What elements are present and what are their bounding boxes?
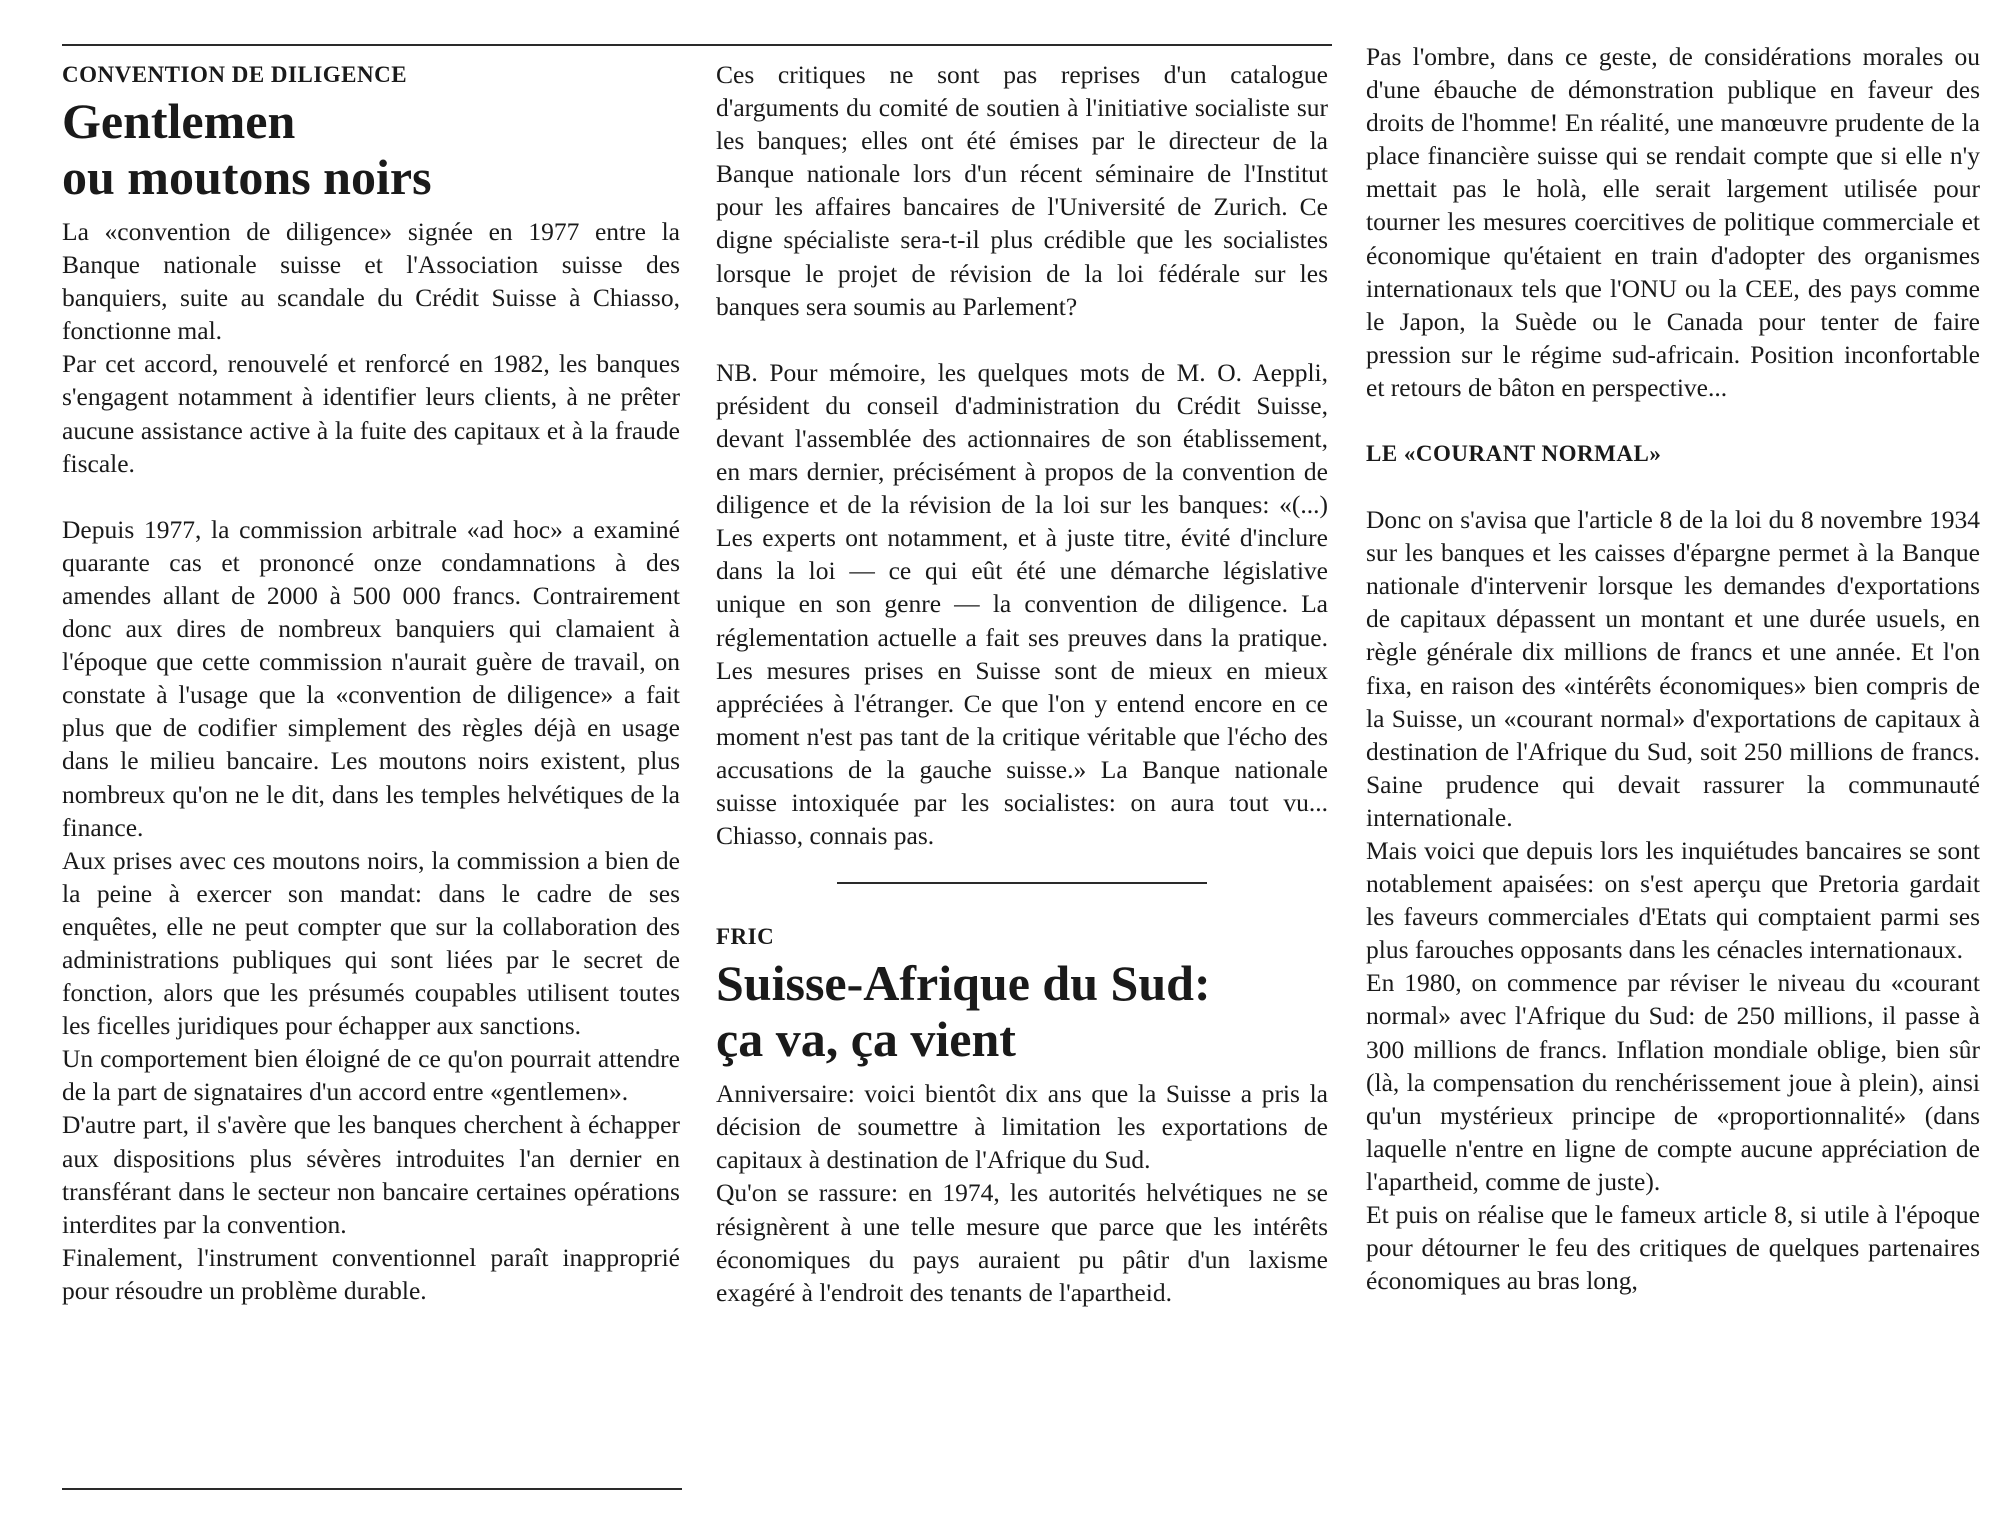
article-column-1 [62,58,680,1307]
headline-line-2: ça va, ça vient [716,1011,1016,1068]
bottom-rule-col1 [62,1488,682,1490]
article-column-3 [1366,40,1980,1297]
paragraph: Anniversaire: voici bientôt dix ans que la Suisse a pris la décision de soumettre à limitation les exportations de capitaux à destination de l'Afrique du Sud. [716,1079,1328,1175]
top-rule [62,44,1332,46]
paragraph: En 1980, on commence par réviser le niveau du «courant normal» avec l'Afrique du Sud: de 250 millions, il passe à 300 millions de francs. Inflation mondiale oblige, bien sûr (là, la compensation du renchérissement joue à plein), ainsi qu'un mystérieux principe de «proportionnalité» (dans laquelle n'entre en ligne de compte aucune appréciation de l'apartheid, comme de juste). [1366,968,1980,1196]
paragraph: Donc on s'avisa que l'article 8 de la loi du 8 novembre 1934 sur les banques et les caisses d'épargne permet à la Banque nationale d'intervenir lorsque les demandes d'exportations de capitaux dépassent un montant et une durée usuels, en règle générale dix millions de francs et une année. Et l'on fixa, en raison des «intérêts économiques» bien compris de la Suisse, un «courant normal» d'exportations de capitaux à destination de l'Afrique du Sud, soit 250 millions de francs. Saine prudence qui devait rassurer la communauté internationale. [1366,505,1980,832]
paragraph: Ces critiques ne sont pas reprises d'un catalogue d'arguments du comité de soutien à l'initiative socialiste sur les banques; elles ont été émises par le directeur de la Banque nationale lors d'un récent séminaire de l'Institut pour les affaires bancaires de l'Université de Zurich. Ce digne spécialiste sera-t-il plus crédible que les socialistes lorsque le projet de révision de la loi fédérale sur les banques sera soumis au Parlement? [716,60,1328,321]
headline-line-2: ou moutons noirs [62,149,432,205]
section-kicker: CONVENTION DE DILIGENCE [62,62,408,87]
paragraph: Aux prises avec ces moutons noirs, la commission a bien de la peine à exercer son mandat: dans le cadre de ses enquêtes, elle ne peut compter que sur la collaboration des administrations publiques qui sont liées par le secret de fonction, alors que les présumés coupables utilisent toutes les ficelles juridiques pour échapper aux sanctions. [62,845,680,1041]
paragraph: NB. Pour mémoire, les quelques mots de M. O. Aeppli, président du conseil d'administration du Crédit Suisse, devant l'assemblée des actionnaires de son établissement, en mars dernier, précisément à propos de la convention de diligence et de la révision de la loi sur les banques: «(...) Les experts ont notamment, et à juste titre, évité d'inclure dans la loi — ce qui eût été une démarche législative unique en son genre — la convention de diligence. La réglementation actuelle a fait ses preuves dans la pratique. Les mesures prises en Suisse sont de mieux en mieux appréciées à l'étranger. Ce que l'on y entend encore en ce moment n'est pas tant de la critique véritable que l'écho des accusations de la gauche suisse.» La Banque nationale suisse intoxiquée par les socialistes: on aura tout vu... Chiasso, connais pas. [716,357,1328,851]
headline-line-1: Gentlemen [62,93,296,149]
section-kicker: FRIC [716,924,775,950]
paragraph: D'autre part, il s'avère que les banques cherchent à échapper aux dispositions plus sévères introduites l'an dernier en transférant dans le secteur non bancaire certaines opérations interdites par la convention. [62,1110,680,1239]
headline-line-1: Suisse-Afrique du Sud: [716,955,1211,1012]
paragraph: Mais voici que depuis lors les inquiétudes bancaires se sont notablement apaisées: on s'est aperçu que Pretoria gardait les faveurs commerciales d'Etats qui comptaient parmi ses plus farouches opposants dans les cénacles internationaux. [1366,835,1980,965]
article-headline [716,955,1328,1067]
section-divider [837,882,1207,884]
article-headline [62,93,680,205]
paragraph: Qu'on se rassure: en 1974, les autorités helvétiques ne se résignèrent à une telle mesure que parce que les intérêts économiques du pays auraient pu pâtir d'un laxisme exagéré à l'endroit des tenants de l'apartheid. [716,1178,1328,1307]
paragraph: Un comportement bien éloigné de ce qu'on pourrait attendre de la part de signataires d'un accord entre «gentlemen». [62,1044,680,1107]
paragraph: Par cet accord, renouvelé et renforcé en 1982, les banques s'engagent notamment à identifier leurs clients, à ne prêter aucune assistance active à la fuite des capitaux et à la fraude fiscale. [62,349,680,478]
paragraph: Finalement, l'instrument conventionnel paraît inapproprié pour résoudre un problème durable. [62,1242,680,1305]
paragraph: Pas l'ombre, dans ce geste, de considérations morales ou d'une ébauche de démonstration publique en faveur des droits de l'homme! En réalité, une manœuvre prudente de la place financière suisse qui se rendait compte que si elle n'y mettait pas le holà, elle serait largement utilisée pour tourner les mesures coercitives de politique commerciale et économique qu'étaient en train d'adopter des organismes internationaux tels que l'ONU ou la CEE, des pays comme le Japon, la Suède ou le Canada pour tenter de faire pression sur le régime sud-africain. Position inconfortable et retours de bâton en perspective... [1366,42,1980,402]
paragraph: Depuis 1977, la commission arbitrale «ad hoc» a examiné quarante cas et prononcé onze condamnations à des amendes allant de 2000 à 500 000 francs. Contrairement donc aux dires de nombreux banquiers qui clamaient à l'époque que cette commission n'aurait guère de travail, on constate à l'usage que la «convention de diligence» a fait plus que de codifier simplement des règles déjà en usage dans le milieu bancaire. Les moutons noirs existent, plus nombreux qu'on ne le dit, dans les temples helvétiques de la finance. [62,514,680,842]
paragraph: Et puis on réalise que le fameux article 8, si utile à l'époque pour détourner le feu des critiques de quelques partenaires économiques au bras long, [1366,1200,1980,1296]
section-subhead: LE «COURANT NORMAL» [1366,441,1662,467]
article-column-2 [716,58,1328,1309]
paragraph: La «convention de diligence» signée en 1977 entre la Banque nationale suisse et l'Association suisse des banquiers, suite au scandale du Crédit Suisse à Chiasso, fonctionne mal. [62,217,680,346]
